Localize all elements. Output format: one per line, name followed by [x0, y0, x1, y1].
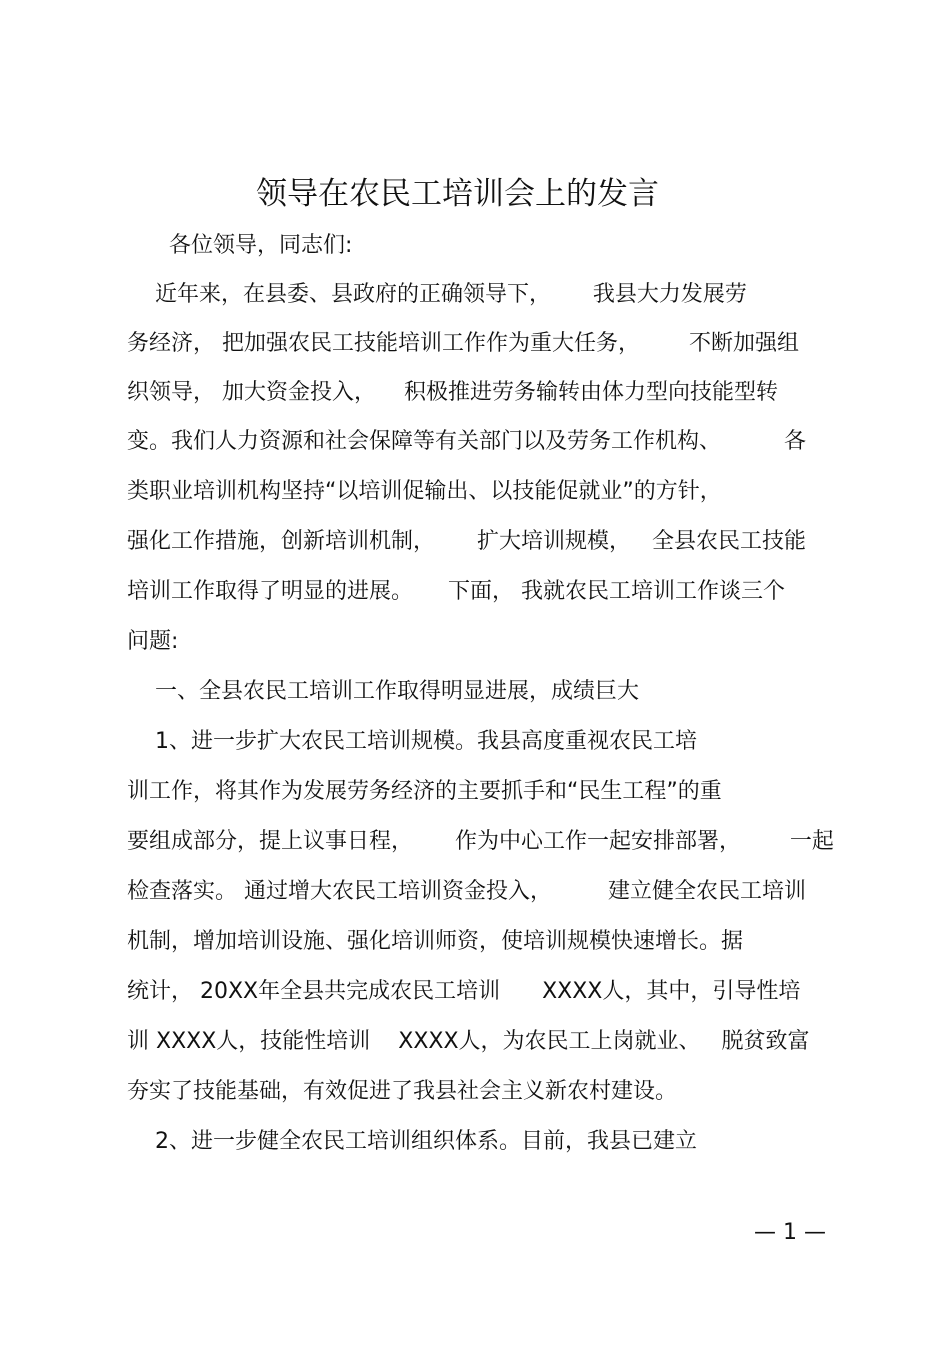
- body-line-9: 问题:: [127, 629, 179, 654]
- body-line-11: 1、进一步扩大农民工培训规模。我县高度重视农民工培: [127, 729, 697, 754]
- body-line-5: 变。我们人力资源和社会保障等有关部门以及劳务工作机构、 各: [127, 429, 806, 454]
- body-line-18: 夯实了技能基础，有效促进了我县社会主义新农村建设。: [127, 1079, 678, 1104]
- document-title: 领导在农民工培训会上的发言: [256, 176, 659, 212]
- body-line-16: 统计， 20XX年全县共完成农民工培训 XXXX人，其中，引导性培: [127, 979, 801, 1004]
- body-line-19: 2、进一步健全农民工培训组织体系。目前，我县已建立: [127, 1129, 697, 1154]
- body-line-13: 要组成部分，提上议事日程， 作为中心工作一起安排部署， 一起: [127, 829, 834, 854]
- body-line-15: 机制，增加培训设施、强化培训师资，使培训规模快速增长。据: [127, 929, 744, 954]
- body-line-2: 近年来，在县委、县政府的正确领导下， 我县大力发展劳: [127, 282, 747, 307]
- body-line-4: 织领导， 加大资金投入， 积极推进劳务输转由体力型向技能型转: [127, 380, 778, 405]
- body-line-14: 检查落实。 通过增大农民工培训资金投入， 建立健全农民工培训: [127, 879, 806, 904]
- body-line-1: 各位领导，同志们:: [127, 233, 353, 258]
- body-line-7: 强化工作措施，创新培训机制， 扩大培训规模， 全县农民工技能: [127, 529, 806, 554]
- body-line-17: 训 XXXX人，技能性培训 XXXX人，为农民工上岗就业、 脱贫致富: [127, 1029, 810, 1054]
- body-line-8: 培训工作取得了明显的进展。 下面， 我就农民工培训工作谈三个: [127, 579, 785, 604]
- body-line-6: 类职业培训机构坚持“以培训促输出、以技能促就业”的方针，: [127, 479, 722, 504]
- body-line-12: 训工作，将其作为发展劳务经济的主要抓手和“民生工程”的重: [127, 779, 722, 804]
- page-number: — 1 —: [754, 1220, 826, 1245]
- section-heading-1: 一、全县农民工培训工作取得明显进展，成绩巨大: [127, 679, 639, 704]
- body-line-3: 务经济， 把加强农民工技能培训工作作为重大任务， 不断加强组: [127, 331, 799, 356]
